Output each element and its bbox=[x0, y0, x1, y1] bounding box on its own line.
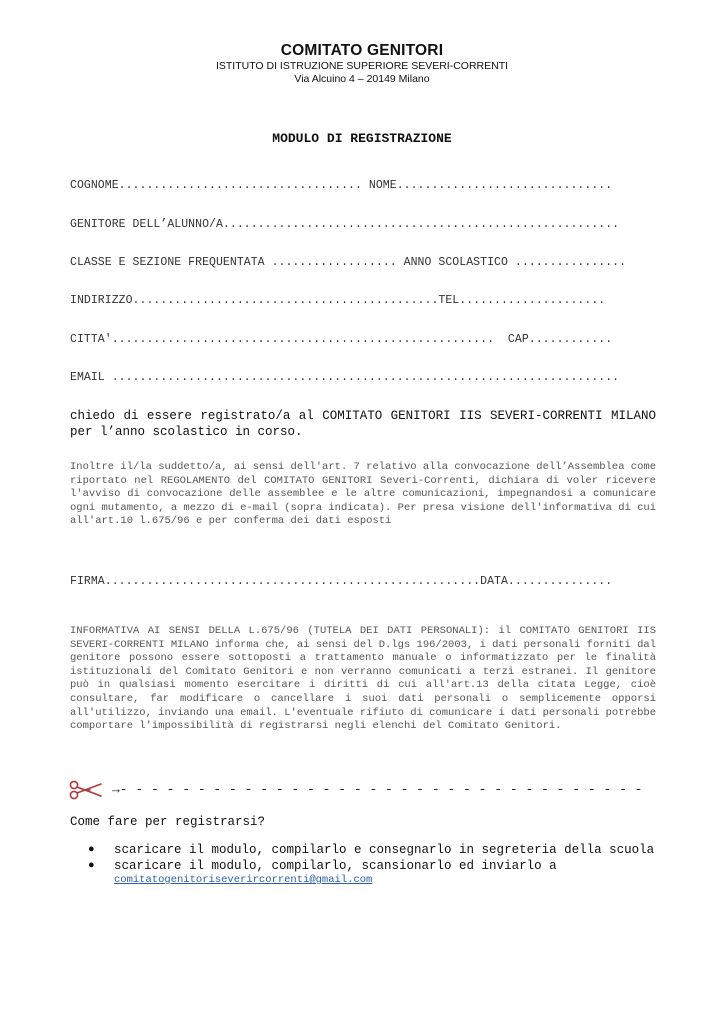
declaration-paragraph: Inoltre il/la suddetto/a, ai sensi dell'art. 7 relativo alla convocazione dell’Assemblea come riportato nel REGOLAMENTO del COMITATO GENITORI Severi-Correnti, dichiara di voler ricevere l'avviso di convocazione delle assemblee e le altre comunicazioni, impegnandosi a comunicare ogni mutamento, a mezzo di e-mail (sopra indicata). Per presa visione dell'informativa di cui all'art.10 l.675/96 e per conferma dei dati esposti bbox=[70, 461, 656, 528]
list-item bbox=[88, 858, 658, 887]
privacy-notice: INFORMATIVA AI SENSI DELLA L.675/96 (TUTELA DEI DATI PERSONALI): il COMITATO GENITORI IIS SEVERI-CORRENTI MILANO informa che, ai sensi del D.lgs 196/2003, i dati personali forniti dal genitore possono essere sottoposti a trattamento manuale o informatizzato per le finalità istituzionali del Comitato Genitori e non verranno comunicati a terzi estranei. Il genitore può in qualsiasi momento esercitare i diritti di cui all'art.13 della citata Legge, cioè consultare, far modificare o cancellare i suoi dati personali o semplicemente opporsi all'utilizzo, inviando una email. L'eventuale rifiuto di comunicare i dati personali potrebbe comportare l'impossibilità di registrarsi negli elenchi del Comitato Genitori. bbox=[70, 625, 656, 733]
genitore-field[interactable]: GENITORE DELL’ALUNNO/A......................................................... bbox=[70, 218, 620, 231]
instructions-heading: Come fare per registrarsi? bbox=[70, 815, 266, 829]
scissors-icon bbox=[68, 779, 104, 801]
cognome-nome-field[interactable]: COGNOME................................... NOME............................... bbox=[70, 179, 613, 192]
email-link[interactable]: comitatogenitoriseverircorrenti@gmail.com bbox=[114, 874, 373, 886]
form-title: MODULO DI REGISTRAZIONE bbox=[272, 131, 452, 146]
bullet-icon: ● bbox=[88, 844, 95, 856]
bullet-icon: ● bbox=[88, 860, 95, 872]
school-address: Via Alcuino 4 – 20149 Milano bbox=[294, 73, 430, 85]
registration-request: chiedo di essere registrato/a al COMITATO GENITORI IIS SEVERI-CORRENTI MILANO per l’anno scolastico in corso. bbox=[70, 409, 656, 439]
classe-anno-field[interactable]: CLASSE E SEZIONE FREQUENTATA .................. ANNO SCOLASTICO ................ bbox=[70, 256, 627, 269]
list-item-text: scaricare il modulo, compilarlo, scansionarlo ed inviarlo a bbox=[114, 859, 557, 873]
list-item-text: scaricare il modulo, compilarlo e consegnarlo in segreteria della scuola bbox=[114, 843, 655, 857]
org-title: COMITATO GENITORI bbox=[280, 42, 444, 59]
firma-data-field[interactable]: FIRMA......................................................DATA............... bbox=[70, 575, 613, 588]
cut-line: →- - - - - - - - - - - - - - - - - - - - - - - - - - - - - - - - - - bbox=[112, 782, 643, 797]
document-header bbox=[0, 42, 724, 86]
list-item bbox=[88, 842, 658, 858]
cut-line-row bbox=[68, 779, 668, 801]
citta-cap-field[interactable]: CITTA'....................................................... CAP............ bbox=[70, 333, 613, 346]
instructions-list bbox=[88, 842, 658, 887]
email-field[interactable]: EMAIL ......................................................................... bbox=[70, 371, 620, 384]
school-name: ISTITUTO DI ISTRUZIONE SUPERIORE SEVERI-CORRENTI bbox=[215, 60, 509, 72]
indirizzo-tel-field[interactable]: INDIRIZZO............................................TEL..................... bbox=[70, 294, 606, 307]
